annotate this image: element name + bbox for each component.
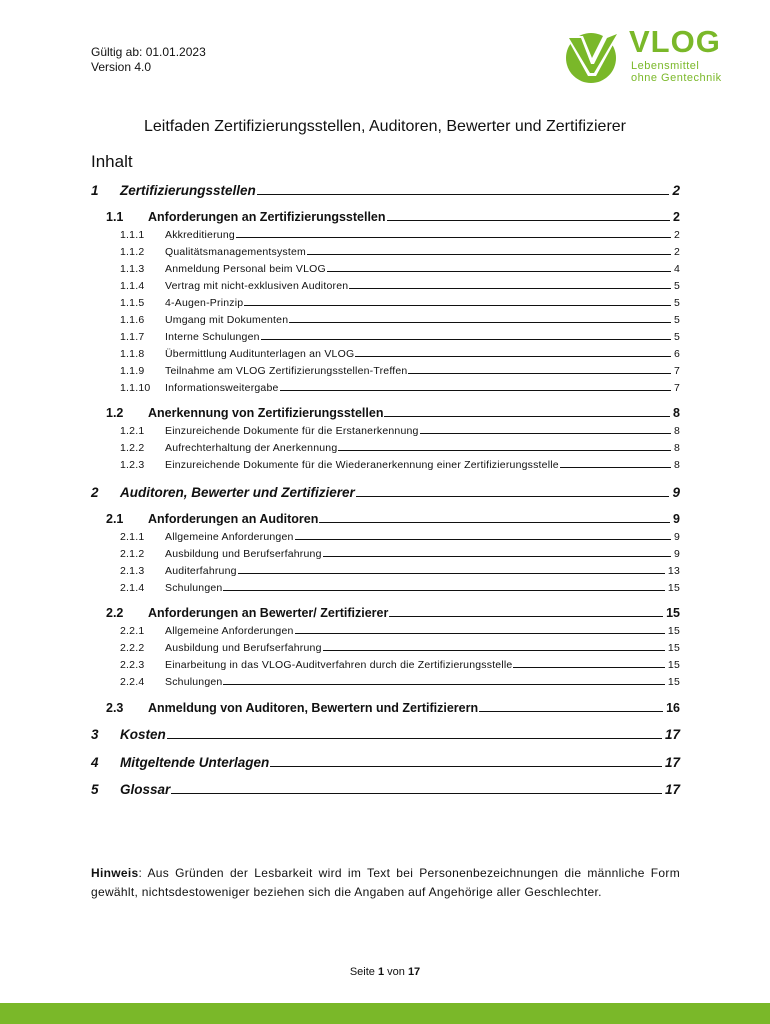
toc-leader-line: [356, 496, 670, 497]
toc-entry-title: Allgemeine Anforderungen: [165, 531, 294, 543]
toc-entry-number: 1: [91, 183, 99, 198]
toc-leader-line: [257, 194, 670, 195]
toc-entry-level-3[interactable]: [91, 582, 680, 594]
toc-entry-page: 2: [673, 229, 680, 241]
toc-entry-number: 1.1.4: [120, 280, 145, 292]
toc-leader-line: [408, 373, 671, 374]
toc-entry-page: 16: [666, 701, 680, 715]
footer-current-page: 1: [377, 966, 385, 978]
toc-entry-number: 2.2.2: [120, 642, 145, 654]
toc-leader-line: [307, 254, 671, 255]
toc-entry-level-2[interactable]: [91, 606, 680, 620]
toc-entry-page: 5: [673, 331, 680, 343]
toc-entry-number: 1.1.10: [120, 382, 151, 394]
toc-entry-number: 1.1.3: [120, 263, 145, 275]
logo-wordmark: VLOG: [629, 24, 721, 59]
toc-entry-number: 1.1.1: [120, 229, 145, 241]
toc-entry-number: 1.1.2: [120, 246, 145, 258]
toc-entry-page: 5: [673, 314, 680, 326]
hint-text: : Aus Gründen der Lesbarkeit wird im Text bei Personenbezeichnungen die männliche Form gewählt, nichtsdestoweniger beziehen sich die Angaben auf Angehörige aller Geschlechter.: [91, 866, 680, 899]
toc-entry-page: 9: [673, 548, 680, 560]
toc-entry-title: Einarbeitung in das VLOG-Auditverfahren durch die Zertifizierungsstelle: [165, 659, 513, 671]
toc-entry-page: 15: [667, 659, 680, 671]
toc-entry-title: Akkreditierung: [165, 229, 235, 241]
toc-entry-title: Zertifizierungsstellen: [120, 183, 256, 198]
toc-entry-level-3[interactable]: [91, 382, 680, 394]
toc-entry-level-3[interactable]: [91, 642, 680, 654]
toc-entry-page: 17: [664, 727, 680, 742]
toc-entry-number: 2.3: [106, 701, 124, 715]
toc-entry-number: 1.2.3: [120, 459, 145, 471]
toc-leader-line: [513, 667, 664, 668]
toc-entry-page: 2: [673, 210, 680, 224]
version: Version 4.0: [91, 60, 152, 74]
toc-entry-level-1[interactable]: [91, 485, 680, 500]
toc-leader-line: [323, 650, 665, 651]
toc-entry-title: Interne Schulungen: [165, 331, 260, 343]
toc-leader-line: [338, 450, 671, 451]
toc-leader-line: [479, 711, 663, 712]
toc-leader-line: [560, 467, 671, 468]
toc-entry-number: 5: [91, 782, 99, 797]
toc-entry-title: Kosten: [120, 727, 166, 742]
toc-entry-title: Auditoren, Bewerter und Zertifizierer: [120, 485, 355, 500]
toc-entry-title: Ausbildung und Berufserfahrung: [165, 642, 322, 654]
toc-heading: Inhalt: [91, 152, 133, 171]
toc-leader-line: [261, 339, 671, 340]
toc-entry-page: 8: [673, 425, 680, 437]
footer-total-pages: 17: [407, 966, 421, 978]
toc-entry-number: 3: [91, 727, 99, 742]
toc-leader-line: [167, 738, 662, 739]
toc-leader-line: [289, 322, 671, 323]
toc-entry-title: Anmeldung Personal beim VLOG: [165, 263, 326, 275]
toc-entry-number: 1.1: [106, 210, 124, 224]
toc-entry-page: 15: [667, 582, 680, 594]
toc-entry-number: 2.1: [106, 512, 124, 526]
toc-entry-page: 5: [673, 280, 680, 292]
toc-entry-level-3[interactable]: [91, 442, 680, 454]
vlog-logo: [563, 24, 743, 84]
toc-entry-level-3[interactable]: [91, 229, 680, 241]
toc-entry-page: 4: [673, 263, 680, 275]
toc-entry-title: Übermittlung Auditunterlagen an VLOG: [165, 348, 355, 360]
toc-entry-title: Informationsweitergabe: [165, 382, 279, 394]
toc-entry-page: 7: [673, 365, 680, 377]
toc-entry-level-3[interactable]: [91, 280, 680, 292]
toc-entry-page: 15: [667, 642, 680, 654]
toc-entry-title: Qualitätsmanagementsystem: [165, 246, 306, 258]
toc-leader-line: [295, 539, 671, 540]
toc-entry-title: Ausbildung und Berufserfahrung: [165, 548, 322, 560]
toc-entry-number: 1.2: [106, 406, 124, 420]
toc-entry-number: 1.1.8: [120, 348, 145, 360]
toc-entry-title: Anforderungen an Auditoren: [148, 512, 319, 526]
logo-tagline-2: ohne Gentechnik: [631, 72, 722, 84]
toc-leader-line: [355, 356, 671, 357]
toc-entry-level-1[interactable]: [91, 183, 680, 198]
toc-entry-title: Anforderungen an Bewerter/ Zertifizierer: [148, 606, 389, 620]
toc-entry-number: 1.2.2: [120, 442, 145, 454]
toc-entry-level-3[interactable]: [91, 297, 680, 309]
toc-leader-line: [327, 271, 671, 272]
toc-entry-page: 5: [673, 297, 680, 309]
document-header: [91, 45, 206, 75]
toc-entry-page: 17: [664, 782, 680, 797]
toc-entry-level-2[interactable]: [91, 701, 680, 715]
footer-middle: von: [384, 966, 408, 978]
toc-entry-title: Anerkennung von Zertifizierungsstellen: [148, 406, 384, 420]
toc-entry-level-3[interactable]: [91, 425, 680, 437]
toc-entry-number: 2.1.2: [120, 548, 145, 560]
toc-entry-page: 13: [667, 565, 680, 577]
toc-entry-title: Einzureichende Dokumente für die Wiederanerkennung einer Zertifizierungsstelle: [165, 459, 559, 471]
toc-entry-level-3[interactable]: [91, 659, 680, 671]
toc-leader-line: [270, 766, 662, 767]
toc-leader-line: [387, 220, 671, 221]
toc-entry-page: 2: [673, 246, 680, 258]
toc-entry-level-3[interactable]: [91, 246, 680, 258]
toc-entry-page: 7: [673, 382, 680, 394]
toc-entry-page: 9: [673, 531, 680, 543]
toc-entry-title: Teilnahme am VLOG Zertifizierungsstellen-Treffen: [165, 365, 408, 377]
toc-entry-number: 1.1.7: [120, 331, 145, 343]
toc-entry-number: 1.1.9: [120, 365, 145, 377]
toc-entry-level-1[interactable]: [91, 727, 680, 742]
toc-entry-page: 15: [667, 625, 680, 637]
toc-entry-title: Anmeldung von Auditoren, Bewertern und Zertifizierern: [148, 701, 479, 715]
toc-entry-level-2[interactable]: [91, 512, 680, 526]
toc-leader-line: [420, 433, 671, 434]
page-footer: [0, 966, 770, 978]
toc-entry-number: 4: [91, 755, 99, 770]
toc-entry-number: 2.2: [106, 606, 124, 620]
toc-leader-line: [389, 616, 663, 617]
toc-leader-line: [236, 237, 671, 238]
toc-entry-page: 8: [673, 442, 680, 454]
toc-leader-line: [171, 793, 662, 794]
toc-leader-line: [244, 305, 671, 306]
toc-entry-number: 2.1.3: [120, 565, 145, 577]
toc-entry-page: 17: [664, 755, 680, 770]
toc-entry-number: 2.2.4: [120, 676, 145, 688]
toc-entry-title: Allgemeine Anforderungen: [165, 625, 294, 637]
toc-entry-level-2[interactable]: [91, 406, 680, 420]
footer-prefix: Seite: [349, 966, 378, 978]
toc-entry-number: 1.1.6: [120, 314, 145, 326]
toc-entry-level-1[interactable]: [91, 755, 680, 770]
toc-leader-line: [349, 288, 671, 289]
hint-paragraph: [91, 864, 680, 902]
toc-leader-line: [238, 573, 665, 574]
valid-from: Gültig ab: 01.01.2023: [91, 45, 206, 59]
toc-entry-title: Anforderungen an Zertifizierungsstellen: [148, 210, 386, 224]
toc-entry-page: 15: [666, 606, 680, 620]
toc-entry-number: 1.1.5: [120, 297, 145, 309]
toc-entry-title: Auditerfahrung: [165, 565, 237, 577]
toc-leader-line: [384, 416, 670, 417]
toc-entry-number: 2.1.1: [120, 531, 145, 543]
toc-leader-line: [280, 390, 671, 391]
toc-entry-page: 9: [672, 485, 680, 500]
toc-entry-page: 8: [673, 459, 680, 471]
toc-entry-title: Vertrag mit nicht-exklusiven Auditoren: [165, 280, 349, 292]
footer-green-bar: [0, 1003, 770, 1024]
toc-entry-title: Aufrechterhaltung der Anerkennung: [165, 442, 338, 454]
toc-entry-level-3[interactable]: [91, 459, 680, 471]
toc-entry-level-1[interactable]: [91, 782, 680, 797]
toc-entry-level-3[interactable]: [91, 548, 680, 560]
toc-entry-number: 2: [91, 485, 99, 500]
toc-entry-level-3[interactable]: [91, 331, 680, 343]
toc-leader-line: [295, 633, 665, 634]
toc-entry-level-3[interactable]: [91, 314, 680, 326]
toc-leader-line: [223, 590, 664, 591]
toc-entry-page: 15: [667, 676, 680, 688]
toc-entry-level-3[interactable]: [91, 676, 680, 688]
toc-entry-level-3[interactable]: [91, 365, 680, 377]
vlog-logo-mark: [563, 28, 623, 84]
toc-entry-level-3[interactable]: [91, 625, 680, 637]
toc-entry-level-3[interactable]: [91, 348, 680, 360]
toc-entry-number: 1.2.1: [120, 425, 145, 437]
toc-entry-number: 2.1.4: [120, 582, 145, 594]
hint-label: Hinweis: [91, 866, 139, 880]
toc-entry-number: 2.2.3: [120, 659, 145, 671]
toc-leader-line: [319, 522, 670, 523]
document-title: Leitfaden Zertifizierungsstellen, Auditoren, Bewerter und Zertifizierer: [143, 118, 626, 135]
toc-entry-level-3[interactable]: [91, 565, 680, 577]
toc-entry-page: 9: [673, 512, 680, 526]
toc-entry-title: Glossar: [120, 782, 171, 797]
toc-entry-title: Umgang mit Dokumenten: [165, 314, 289, 326]
toc-entry-number: 2.2.1: [120, 625, 145, 637]
toc-entry-page: 8: [673, 406, 680, 420]
toc-leader-line: [223, 684, 664, 685]
toc-entry-title: Schulungen: [165, 582, 223, 594]
toc-entry-page: 6: [673, 348, 680, 360]
toc-entry-level-3[interactable]: [91, 531, 680, 543]
toc-leader-line: [323, 556, 671, 557]
toc-entry-title: Einzureichende Dokumente für die Erstanerkennung: [165, 425, 419, 437]
toc-entry-page: 2: [672, 183, 680, 198]
logo-tagline-1: Lebensmittel: [631, 60, 700, 72]
toc-entry-title: 4-Augen-Prinzip: [165, 297, 244, 309]
toc-entry-title: Schulungen: [165, 676, 223, 688]
toc-entry-level-3[interactable]: [91, 263, 680, 275]
toc-entry-title: Mitgeltende Unterlagen: [120, 755, 270, 770]
toc-entry-level-2[interactable]: [91, 210, 680, 224]
